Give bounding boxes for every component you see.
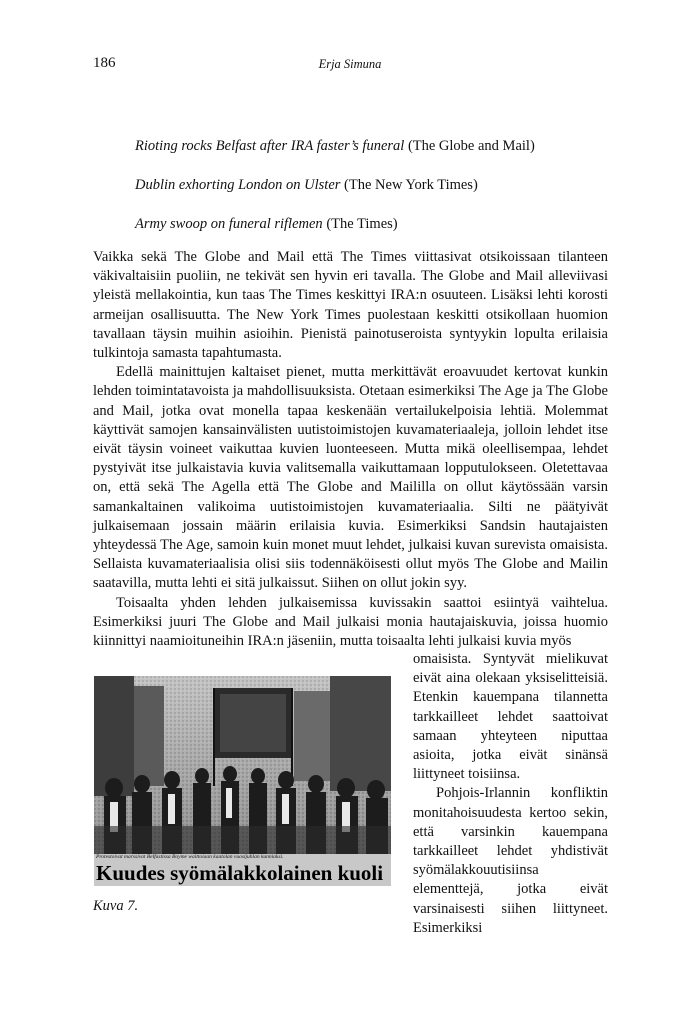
paragraph-3: Toisaalta yhden lehden julkaisemissa kuvissakin saattoi esiintyä vaihtelua. Esimerkiksi juuri The Globe and Mail julkaisi monia hautajaiskuvia, joissa huomio kiinnittyi naamioituneihin IRA:n jäseniin, mutta toisaalta lehti julkaisi kuvia myös [93,594,608,650]
body-text-wrap-column [413,650,608,938]
body-text-main [93,248,608,651]
paragraph-4: Pohjois-Irlannin konfliktin monitahoisuudesta kertoo sekin, että varsinkin kauempana tarkkailleet lehdet yhdistivät syömälakkouutisiinsa elementtejä, jotka eivät varsinaisesti siihen liittyneet. Esimerkiksi [413,785,608,936]
headline-item [135,214,605,234]
headline-source: (The Globe and Mail) [407,138,535,154]
newspaper-clipping-image [94,676,391,886]
clipping-headline: Kuudes syömälakkolainen kuoli [96,861,384,885]
running-head-author: Erja Simuna [318,57,382,71]
headline-list [135,136,605,253]
headline-title: Army swoop on funeral riflemen [135,216,323,232]
headline-title: Dublin exhorting London on Ulster [135,177,341,193]
paragraph-2: Edellä mainittujen kaltaiset pienet, mutta merkittävät eroavuudet kertovat kunkin lehden toimintatavoista ja mahdollisuuksista. Otetaan esimerkiksi The Age ja The Globe and Mail, jotka ovat monella tapaa keskenään vertailukelpoisia lehtiä. Molemmat käyttivät samojen kansainvälisten uutistoimistojen kuvamateriaaleja, jolloin lehdet itse eivät täysin voineet vaikuttaa kuvien luonteeseen. Mutta mikä oleellisempaa, lehdet pystyivät itse julkaistavia kuvia valitsemalla vaikuttamaan lopputulokseen. Oletettavaa on, että sekä The Agella että The Globe and Maililla on ollut käytössään varsin samankaltainen valikoima uutistoimistojen kuvamateriaalia. Silti ne päätyivät julkaisemaan jossain määrin erilaisia kuvia. Esimerkiksi Sandsin hautajaisten yhteydessä The Age, samoin kuin monet muut lehdet, julkaisi kuvan surevista omaisista. Sellaista kuvamateriaalisia olisi siis todennäköisesti ollut myös The Globe and Mailin saatavilla, mutta lehti ei sitä julkaissut. Siihen on ollut jokin syy. [93,364,608,592]
paragraph-3-continued: omaisista. Syntyvät mielikuvat eivät aina olekaan yksiselitteisiä. Etenkin kauempana tilannetta tarkkailleet lehdet saattoivat samaan yhteyteen niputtaa asioita, jotka eivät sinänsä liittyneet toisiinsa. [413,651,608,783]
headline-source: (The New York Times) [344,177,478,193]
headline-title: Rioting rocks Belfast after IRA faster’s funeral [135,138,405,154]
clipping-photo-caption: Protestoivat marssivat Belfastissa Boyme waittoiaan kaatolan vuosijuhlan kunniaksi. [96,854,284,860]
figure-label: Kuva 7. [93,898,139,914]
page-number: 186 [93,55,116,71]
paragraph-1: Vaikka sekä The Globe and Mail että The Times viittasivat otsikoissaan tilanteen väkivaltaisiin puoliin, ne tekivät sen hyvin eri tavalla. The Globe and Mail alleviivasi yleistä mellakointia, kun taas The Times keskittyi IRA:n osuuteen. Lisäksi lehti korosti armeijan osallisuutta. The New York Times puolestaan keskitti otsikollaan huomion tavallaan täysin muihin asioihin. Pienistä painotuseroista syntyykin lopulta erilaisia tulkintoja samasta tapahtumasta. [93,249,608,362]
headline-item [135,136,605,156]
headline-item [135,175,605,195]
headline-source: (The Times) [326,216,398,232]
